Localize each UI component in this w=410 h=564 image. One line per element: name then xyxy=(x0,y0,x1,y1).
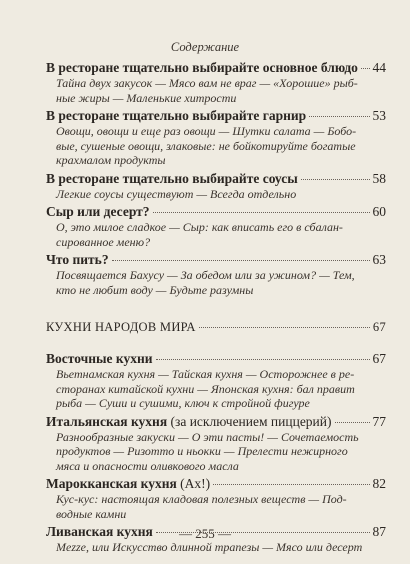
subtopic-line: вые, сушеные овощи, злаковые: не бойкотируйте богатые xyxy=(56,138,356,153)
entry-title: Марокканская кухня xyxy=(46,476,177,491)
dot-leader xyxy=(199,327,370,328)
page-number: 58 xyxy=(372,170,386,186)
entry-title: В ресторане тщательно выбирайте гарнир xyxy=(46,108,307,123)
section-title: КУХНИ НАРОДОВ МИРА xyxy=(46,320,196,334)
page-number: 44 xyxy=(372,60,386,75)
entry-subtopics xyxy=(56,268,374,297)
entry-subtopics xyxy=(56,124,374,168)
toc-entry-drinks xyxy=(46,252,386,297)
entry-title: В ресторане тщательно выбирайте соусы xyxy=(46,170,298,186)
entry-subtopics xyxy=(56,367,374,411)
subtopic-line: Посвящается Бахусу — За обедом или за ужином? — Тем, xyxy=(56,268,355,282)
subtopic-line: мяса и опасности оливкового масла xyxy=(56,458,239,473)
entry-subtopics xyxy=(56,540,374,555)
page-number: 53 xyxy=(372,108,386,123)
table-of-contents xyxy=(46,60,386,555)
entry-title: Ливанская кухня xyxy=(46,524,153,539)
subtopic-line: Тайна двух закусок — Мясо вам не враг — «Хорошие» рыб- xyxy=(56,76,358,90)
entry-title: Сыр или десерт? xyxy=(46,204,150,219)
subtopic-line: сированное меню? xyxy=(56,234,151,249)
subtopic-line: сторанах китайской кухни — Японская кухня: бал правит xyxy=(56,381,355,396)
dot-leader xyxy=(335,422,370,423)
subtopic-line: продуктов — Ризотто и ньокки — Прелести нежирного xyxy=(56,444,348,458)
entry-subtopics xyxy=(56,220,374,249)
subtopic-line: ные жиры — Маленькие хитрости xyxy=(56,90,237,105)
subtopic-line: Вьетнамская кухня — Тайская кухня — Осторожнее в ре- xyxy=(56,367,355,381)
page-number: 87 xyxy=(372,524,386,539)
page-number: 77 xyxy=(372,413,386,429)
toc-entry-moroccan-cuisine xyxy=(46,476,386,521)
entry-note: (за исключением пиццерий) xyxy=(170,413,332,429)
page-number: 82 xyxy=(372,476,386,491)
dot-leader xyxy=(156,359,370,360)
subtopic-line: Легкие соусы существуют — Всегда отдельно xyxy=(56,186,297,201)
dot-leader xyxy=(309,116,369,117)
dot-leader xyxy=(213,484,369,485)
entry-title: В ресторане тщательно выбирайте основное блюдо xyxy=(46,60,358,75)
running-header: Содержание xyxy=(170,40,240,54)
subtopic-line: Кус-кус: настоящая кладовая полезных веществ — Под- xyxy=(56,492,347,506)
entry-title: Что пить? xyxy=(46,252,109,267)
page-number: 67 xyxy=(372,351,386,366)
entry-subtopics xyxy=(56,430,374,474)
toc-entry-sauces xyxy=(46,171,386,202)
toc-entry-eastern-cuisines xyxy=(46,351,386,411)
entry-title: Восточные кухни xyxy=(46,351,153,366)
page-number-footer: — 255 — xyxy=(179,526,231,541)
subtopic-line: Овощи, овощи и еще раз овощи — Шутки салата — Бобо- xyxy=(56,124,357,138)
entry-note: (Ах!) xyxy=(180,476,211,491)
entry-title: Итальянская кухня xyxy=(46,413,168,429)
entry-subtopics xyxy=(56,492,374,521)
entry-subtopics xyxy=(56,76,374,105)
page-number: 60 xyxy=(372,204,386,219)
toc-section-world-cuisines xyxy=(46,319,386,335)
entry-subtopics xyxy=(56,187,374,202)
subtopic-line: О, это милое сладкое — Сыр: как вписать его в сбалан- xyxy=(56,220,343,234)
dot-leader xyxy=(112,260,370,261)
page-number: 63 xyxy=(372,252,386,267)
subtopic-line: Разнообразные закуски — О эти пасты! — Сочетаемость xyxy=(56,429,359,444)
subtopic-line: кто не любит воду — Будьте разумны xyxy=(56,282,254,297)
toc-entry-italian-cuisine xyxy=(46,414,386,474)
toc-entry-garnish xyxy=(46,108,386,168)
toc-entry-cheese-or-dessert xyxy=(46,204,386,249)
subtopic-line: Mezze, или Искусство длинной трапезы — Мясо или десерт xyxy=(56,540,363,554)
dot-leader xyxy=(301,179,370,180)
subtopic-line: водные камни xyxy=(56,506,127,521)
dot-leader xyxy=(153,212,370,213)
toc-entry-main-dish xyxy=(46,60,386,105)
dot-leader xyxy=(361,68,370,69)
subtopic-line: крахмалом продукты xyxy=(56,153,166,167)
page-number: 67 xyxy=(372,320,386,334)
subtopic-line: рыба — Суши и сушими, ключ к стройной фигуре xyxy=(56,396,310,410)
